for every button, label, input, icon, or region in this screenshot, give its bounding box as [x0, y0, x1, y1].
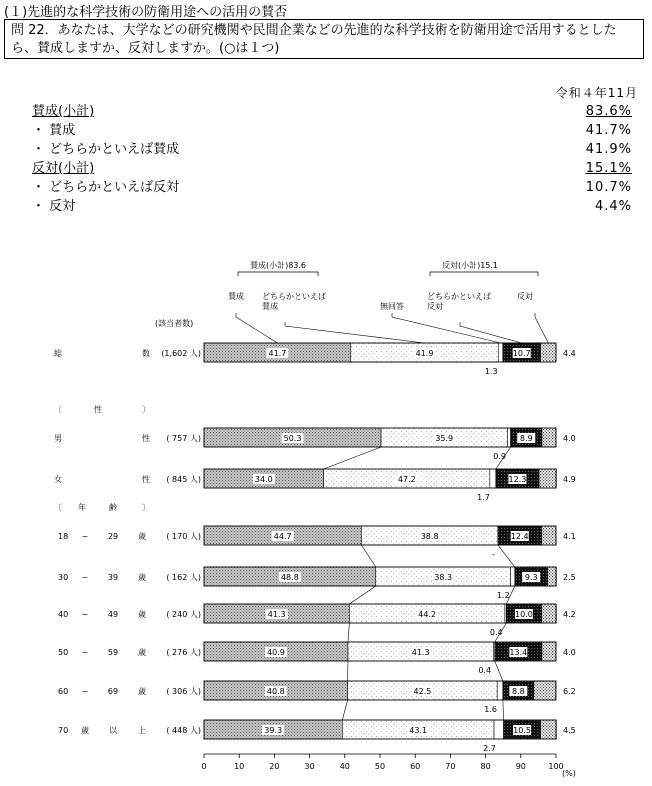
row-label: ~ [81, 532, 89, 541]
summary-value: 41.9% [585, 142, 632, 157]
group-header: 齢 [109, 503, 117, 512]
agree-subtotal-bracket [238, 272, 318, 276]
survey-date: 令和４年11月 [555, 86, 638, 100]
row-n: ( 276 人) [166, 648, 201, 657]
bar-row [204, 720, 556, 739]
connector-line [361, 545, 375, 567]
data-label-oppose: 4.0 [563, 434, 576, 443]
data-label: 43.1 [409, 726, 428, 735]
row-label: 69 [107, 687, 119, 696]
row-label: 以 [109, 726, 117, 735]
x-tick-label: 60 [410, 762, 421, 771]
data-label-oppose: 2.5 [563, 573, 576, 582]
summary-value: 4.4% [594, 199, 632, 214]
group-header: 〔 [54, 503, 62, 512]
data-label: 10.0 [515, 610, 533, 619]
data-label: 41.9 [415, 349, 434, 358]
legend-agree: 賛成 [228, 292, 244, 301]
connector-line [324, 447, 381, 469]
row-label: 歳 [138, 532, 146, 541]
data-label: 12.4 [510, 532, 529, 541]
data-label: 50.3 [283, 434, 302, 443]
row-label: ~ [81, 610, 89, 619]
section-title: (１)先進的な科学技術の防衛用途への活用の賛否 [4, 5, 288, 20]
bar-row [204, 604, 556, 623]
bar-row [204, 567, 556, 586]
row-label: 50 [58, 648, 69, 657]
data-label: 41.3 [411, 648, 430, 657]
data-label-oppose: 4.2 [563, 610, 576, 619]
row-label: 60 [58, 687, 69, 696]
connector-line [498, 545, 515, 567]
connector-line [342, 700, 347, 720]
bar-row [204, 428, 556, 447]
bar-segment [542, 526, 556, 545]
x-tick-label: 10 [234, 762, 245, 771]
data-label: 8.8 [511, 687, 525, 696]
data-label: 35.9 [435, 434, 454, 443]
row-label: 40 [58, 610, 69, 619]
legend-leader-line [460, 322, 522, 343]
data-label-oppose: 4.1 [563, 532, 576, 541]
bar-segment [497, 681, 503, 700]
x-tick-label: 40 [339, 762, 350, 771]
legend-no-answer: 無回答 [380, 302, 404, 311]
row-label: ~ [81, 573, 89, 582]
row-n: ( 170 人) [166, 532, 201, 541]
summary-label: 反対(小計) [32, 161, 95, 176]
legend-leader-line [236, 313, 277, 343]
x-tick-label: 0 [201, 762, 207, 771]
bar-segment [494, 720, 504, 739]
summary-label: 賛成(小計) [32, 104, 95, 119]
row-label: 総 [54, 349, 62, 358]
summary-value: 83.6% [585, 104, 632, 119]
x-tick-label: 50 [374, 762, 386, 771]
bar-row [204, 526, 556, 545]
row-n: (1,602 人) [161, 349, 201, 358]
row-n: ( 448 人) [166, 726, 201, 735]
row-label: 18 [58, 532, 69, 541]
bar-segment [541, 720, 557, 739]
group-header: 性 [94, 405, 102, 414]
group-header: 〕 [142, 405, 150, 414]
legend-agree-subtotal: 賛成(小計)83.6 [249, 261, 307, 270]
data-label: 10.7 [512, 349, 531, 358]
row-label: 30 [58, 573, 69, 582]
summary-value: 15.1% [585, 161, 632, 176]
data-label-no-answer: - [492, 550, 495, 559]
bar-row [204, 642, 556, 661]
bar-segment [542, 604, 557, 623]
x-unit-label: (%) [562, 769, 576, 778]
oppose-subtotal-bracket [430, 272, 538, 276]
data-label-no-answer: 0.4 [478, 666, 492, 675]
bar-segment [541, 343, 556, 362]
legend-somewhat-agree: 賛成 [262, 302, 278, 311]
question-text-line1: 問 22．あなたは、大学などの研究機関や民間企業などの先進的な科学技術を防衛用途で活用するとした [11, 23, 617, 38]
data-label-oppose: 4.9 [563, 475, 576, 484]
legend-oppose: 反対 [517, 292, 533, 301]
bar-row [204, 343, 556, 362]
data-label-no-answer: 1.7 [477, 493, 490, 502]
group-header: 年 [78, 503, 86, 512]
data-label-no-answer: 1.6 [484, 705, 498, 714]
row-n: ( 162 人) [166, 573, 201, 582]
bar-segment [490, 469, 496, 488]
data-label: 47.2 [397, 475, 416, 484]
data-label: 39.3 [264, 726, 283, 735]
data-label-no-answer: 2.7 [483, 744, 496, 753]
row-n: ( 845 人) [166, 475, 201, 484]
row-label: ~ [81, 687, 89, 696]
summary-label: ・ どちらかといえば反対 [32, 180, 180, 195]
row-label: 59 [107, 648, 119, 657]
summary-value: 10.7% [585, 180, 632, 195]
legend-oppose-subtotal: 反対(小計)15.1 [441, 261, 499, 270]
data-label-oppose: 4.5 [563, 726, 576, 735]
row-label: 男 [54, 434, 62, 443]
legend-leader-line [535, 313, 548, 343]
connector-line [503, 700, 504, 720]
data-label-no-answer: 1.2 [496, 591, 510, 600]
data-label: 38.3 [434, 573, 453, 582]
row-label: 数 [142, 349, 150, 358]
row-label: 歳 [138, 610, 146, 619]
data-label-no-answer: 0.9 [493, 452, 507, 461]
bar-row [204, 681, 556, 700]
legend-leader-line [285, 322, 425, 343]
data-label: 9.3 [524, 573, 538, 582]
x-tick-label: 70 [445, 762, 456, 771]
data-label: 48.8 [280, 573, 299, 582]
legend-somewhat-agree: どちらかといえば [262, 292, 326, 301]
row-label: 性 [142, 434, 150, 443]
summary-value: 41.7% [585, 123, 632, 138]
data-label: 12.3 [508, 475, 527, 484]
data-label-no-answer: 0.4 [489, 628, 503, 637]
x-tick-label: 30 [304, 762, 315, 771]
summary-label: ・ どちらかといえば賛成 [32, 142, 180, 157]
x-tick-label: 80 [480, 762, 491, 771]
x-tick-label: 20 [269, 762, 280, 771]
group-header: 〕 [142, 503, 150, 512]
connector-line [348, 623, 349, 642]
row-label: 29 [107, 532, 119, 541]
data-label-oppose: 4.4 [563, 349, 576, 358]
bar-segment [511, 567, 515, 586]
row-label: 歳 [138, 573, 146, 582]
bar-segment [498, 343, 503, 362]
data-label-no-answer: 1.3 [484, 367, 498, 376]
bar-segment [507, 428, 510, 447]
data-label-oppose: 6.2 [563, 687, 576, 696]
bar-segment [542, 642, 556, 661]
legend-leader-line [392, 313, 501, 343]
summary-label: ・ 賛成 [32, 123, 76, 138]
data-label: 44.7 [273, 532, 292, 541]
row-label: 歳 [81, 726, 89, 735]
row-label: 歳 [138, 687, 146, 696]
row-label: 39 [107, 573, 119, 582]
group-header: 〔 [54, 405, 62, 414]
x-tick-label: 100 [548, 762, 564, 771]
row-n: ( 757 人) [166, 434, 201, 443]
row-label: 女 [54, 475, 62, 484]
legend-somewhat-oppose: 反対 [427, 302, 443, 311]
data-label: 38.8 [420, 532, 439, 541]
data-label: 34.0 [254, 475, 273, 484]
row-n: ( 240 人) [166, 610, 201, 619]
row-label: 上 [138, 726, 146, 735]
n-header: (該当者数) [155, 319, 194, 328]
data-label: 40.9 [267, 648, 285, 657]
summary-label: ・ 反対 [32, 199, 76, 214]
data-label-oppose: 4.0 [563, 648, 576, 657]
x-tick-label: 90 [515, 762, 526, 771]
row-label: 歳 [138, 648, 146, 657]
legend-somewhat-oppose: どちらかといえば [427, 292, 491, 301]
bar-segment [539, 469, 556, 488]
bar-segment [542, 428, 556, 447]
data-label: 13.4 [509, 648, 528, 657]
row-label: 性 [142, 475, 150, 484]
connector-line [349, 586, 375, 604]
data-label: 8.9 [519, 434, 533, 443]
row-label: 70 [58, 726, 69, 735]
data-label: 41.7 [268, 349, 287, 358]
bar-segment [534, 681, 556, 700]
bar-segment [548, 567, 557, 586]
row-label: 49 [107, 610, 119, 619]
data-label: 10.5 [513, 726, 531, 735]
row-n: ( 306 人) [166, 687, 201, 696]
row-label: ~ [81, 648, 89, 657]
connector-line [495, 661, 503, 681]
data-label: 40.8 [266, 687, 285, 696]
data-label: 41.3 [267, 610, 286, 619]
data-label: 44.2 [418, 610, 437, 619]
data-label: 42.5 [413, 687, 432, 696]
question-text-line2: ら、賛成しますか、反対しますか。(○は１つ) [11, 41, 280, 56]
